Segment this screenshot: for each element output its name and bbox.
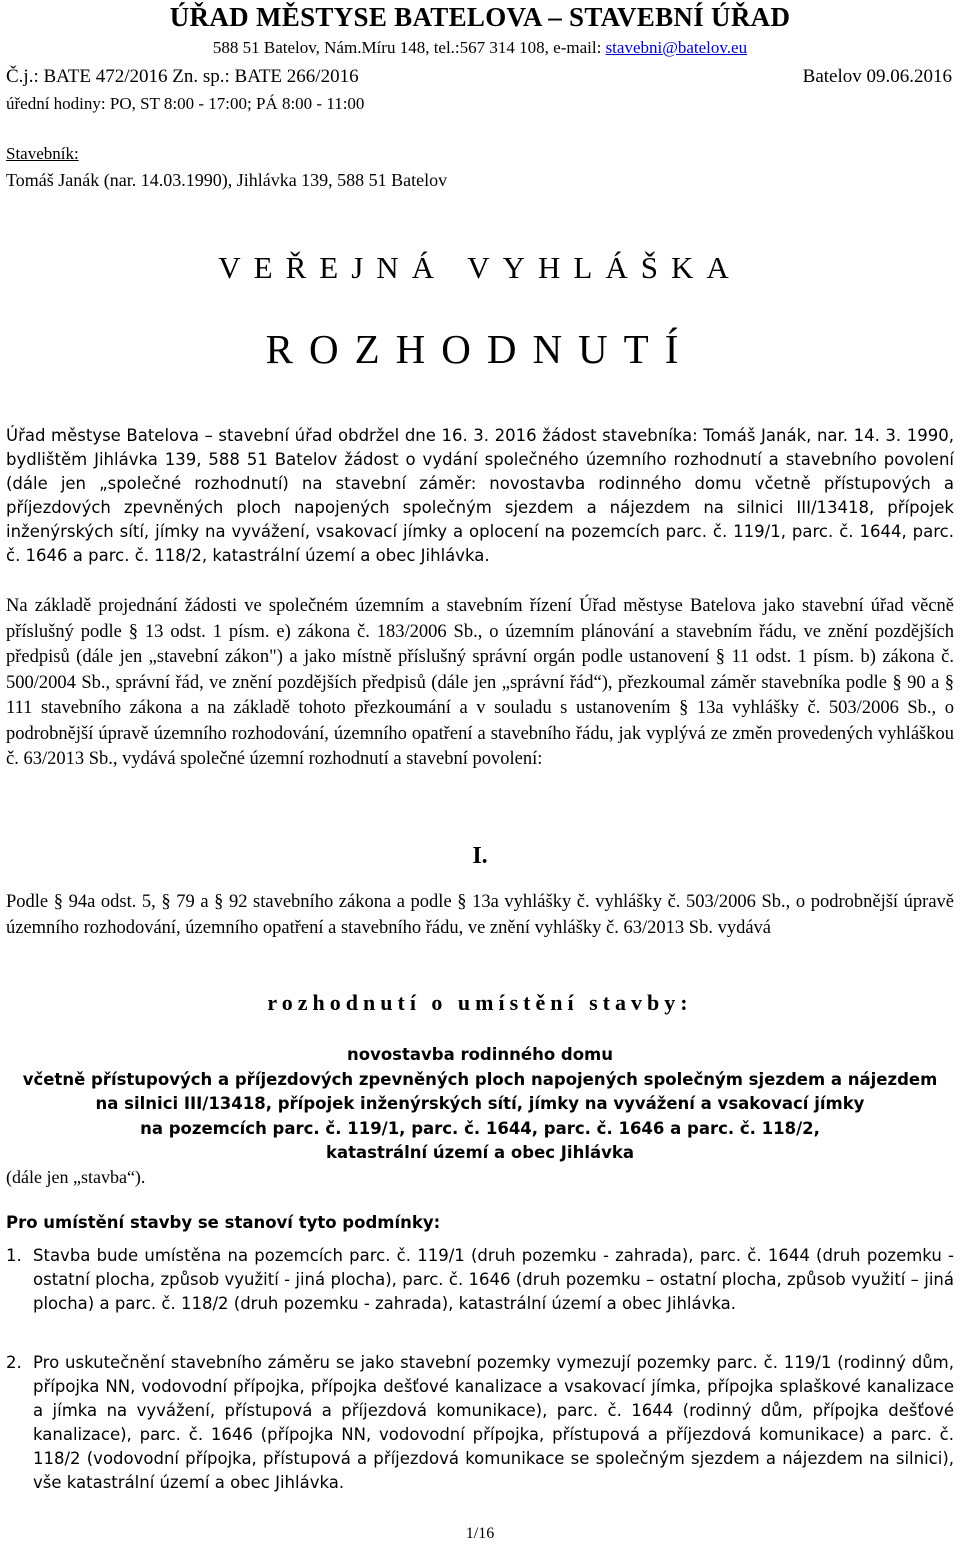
subject-line: na pozemcích parc. č. 119/1, parc. č. 1644, parc. č. 1646 a parc. č. 118/2, bbox=[140, 1118, 820, 1138]
construction-subject bbox=[0, 1043, 960, 1166]
office-address bbox=[0, 38, 960, 58]
subject-line: na silnici III/13418, přípojek inženýrských sítí, jímky na vyvážení a vsakovací jímky bbox=[95, 1094, 865, 1113]
office-address-text: 588 51 Batelov, Nám.Míru 148, tel.:567 314 108, e-mail: bbox=[212, 38, 606, 57]
decision-heading: ROZHODNUTÍ bbox=[265, 326, 695, 372]
conditions-heading: Pro umístění stavby se stanoví tyto podmínky: bbox=[6, 1213, 441, 1232]
builder-label: Stavebník: bbox=[6, 144, 79, 163]
page-number: 1/16 bbox=[465, 1525, 495, 1542]
reference-number: Č.j.: BATE 472/2016 Zn. sp.: BATE 266/2016 bbox=[6, 66, 359, 87]
public-notice-heading: VEŘEJNÁ VYHLÁŠKA bbox=[218, 250, 742, 285]
section-number: I. bbox=[472, 843, 488, 869]
legal-basis-paragraph: Na základě projednání žádosti ve společném územním a stavebním řízení Úřad městyse Batelova jako stavební úřad věcně příslušný podle § 13 odst. 1 písm. e) zákona č. 183/2006 Sb., o územním plánování a stavebním řádu, ve znění pozdějších předpisů (dále jen „stavební zákon") a jako místně příslušný správní orgán podle ustanovení § 11 odst. 1 písm. b) zákona č. 500/2004 Sb., správní řád, ve znění pozdějších předpisů (dále jen „správní řád“), přezkoumal záměr stavebníka podle § 90 a § 111 stavebního zákona a na základě tohoto přezkoumání a v souladu s ustanovením § 13a vyhlášky č. 503/2006 Sb., o podrobnější úpravě územního rozhodování, územního opatření a stavebního řádu, jak vyplývá ze změn provedených vyhláškou č. 63/2013 Sb., vydává společné územní rozhodnutí a stavební povolení: bbox=[6, 596, 954, 769]
subject-line: včetně přístupových a příjezdových zpevněných ploch napojených společným sjezdem a nájezdem bbox=[22, 1069, 938, 1089]
subject-line: novostavba rodinného domu bbox=[347, 1045, 613, 1064]
condition-number: 2. bbox=[6, 1353, 22, 1372]
subject-line: katastrální území a obec Jihlávka bbox=[326, 1143, 634, 1162]
decision-basis-paragraph: Podle § 94a odst. 5, § 79 a § 92 stavebního zákona a podle § 13a vyhlášky č. vyhlášky č. 503/2006 Sb., o podrobnější úpravě územního rozhodování, územního opatření a stavebního řádu, ve znění vyhlášky č. 63/2013 Sb. vydává bbox=[6, 892, 954, 938]
condition-number: 1. bbox=[6, 1246, 22, 1265]
document-date: Batelov 09.06.2016 bbox=[802, 66, 952, 87]
email-link[interactable]: stavebni@batelov.eu bbox=[605, 38, 748, 57]
placement-decision-heading: rozhodnutí o umístění stavby: bbox=[267, 990, 693, 1015]
office-title: ÚŘAD MĚSTYSE BATELOVA – STAVEBNÍ ÚŘAD bbox=[169, 2, 791, 32]
condition-text: Pro uskutečnění stavebního záměru se jako stavební pozemky vymezují pozemky parc. č. 119/1 (rodinný dům, přípojka NN, vodovodní přípojka, přípojka dešťové kanalizace a vsakovací jímka, přípojka splaškové kanalizace a jímka na vyvážení, přístupová a příjezdová komunikace), parc. č. 1644 (rodinný dům, přípojka dešťové kanalizace), parc. č. 1646 (přípojka NN, vodovodní přípojka, přístupová a příjezdová komunikace) a parc. č. 118/2 (vodovodní přípojka, přístupová a příjezdová komunikace se společným sjezdem a nájezdem na silnici), vše katastrální území a obec Jihlávka. bbox=[33, 1353, 954, 1492]
office-hours: úřední hodiny: PO, ST 8:00 - 17:00; PÁ 8:00 - 11:00 bbox=[6, 94, 365, 113]
condition-text: Stavba bude umístěna na pozemcích parc. č. 119/1 (druh pozemku - zahrada), parc. č. 1644 (druh pozemku - ostatní plocha, způsob využití - jiná plocha), parc. č. 1646 (druh pozemku – ostatní plocha, způsob využití – jiná plocha) a parc. č. 118/2 (druh pozemku - zahrada), katastrální území a obec Jihlávka. bbox=[33, 1246, 954, 1313]
stavba-note: (dále jen „stavba“). bbox=[6, 1167, 146, 1187]
builder-value: Tomáš Janák (nar. 14.03.1990), Jihlávka 139, 588 51 Batelov bbox=[6, 170, 448, 190]
intro-paragraph: Úřad městyse Batelova – stavební úřad obdržel dne 16. 3. 2016 žádost stavebníka: Tomáš Janák, nar. 14. 3. 1990, bydlištěm Jihlávka 139, 588 51 Batelov žádost o vydání společného územního rozhodnutí a stavebního povolení (dále jen „společné rozhodnutí) na stavební záměr: novostavba rodinného domu včetně přístupových a příjezdových zpevněných ploch napojených společným sjezdem a nájezdem na silnici III/13418, přípojek inženýrských sítí, jímky na vyvážení, vsakovací jímky a oplocení na pozemcích parc. č. 119/1, parc. č. 1644, parc. č. 1646 a parc. č. 118/2, katastrální území a obec Jihlávka. bbox=[6, 426, 954, 565]
